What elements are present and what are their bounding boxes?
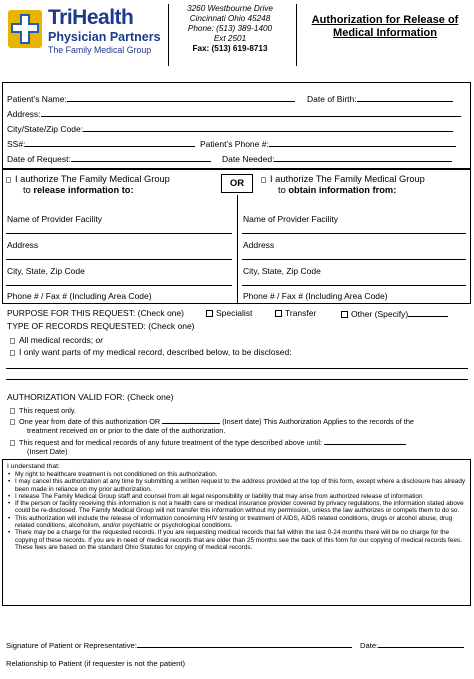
validity-future-label: This request and for medical records of any future treatment of the type described above until: <box>19 438 322 447</box>
trihealth-cross-icon <box>8 10 42 48</box>
understand-item: • This authorization will include the release of information concerning HIV testing or treatment of AIDS, AIDS related conditions, drugs or alcohol abuse, drug related conditions, alcoholism, and/or psychiatric or psychological conditions. <box>7 515 466 530</box>
city-row <box>7 123 453 134</box>
header-divider <box>296 4 297 66</box>
transfer-label: Transfer <box>285 308 317 318</box>
release-checkbox[interactable] <box>6 177 11 183</box>
authorize-divider <box>237 195 238 304</box>
address-line: Cincinnati Ohio 45248 <box>189 14 271 23</box>
obtain-option[interactable] <box>261 174 471 196</box>
request-date-row <box>7 153 211 164</box>
city-field[interactable] <box>83 123 453 132</box>
records-description-line[interactable] <box>6 368 468 369</box>
or-badge <box>221 174 253 192</box>
signature-field[interactable] <box>137 640 352 648</box>
obtain-text: I authorize The Family Medical Group <box>270 174 425 184</box>
logo-title: TriHealth <box>48 6 134 29</box>
transfer-checkbox[interactable] <box>275 310 282 317</box>
phone-field[interactable] <box>269 138 456 147</box>
release-bold: release information to: <box>33 185 134 195</box>
signature-label: Signature of Patient or Representative: <box>6 641 137 650</box>
phone-label: Patient’s Phone #: <box>200 139 269 149</box>
specialist-checkbox[interactable] <box>206 310 213 317</box>
phone-row <box>200 138 456 149</box>
release-phone-label: Phone # / Fax # (Including Area Code) <box>7 291 152 301</box>
patient-name-row <box>7 93 295 104</box>
fax-number: Fax: (513) 619-8713 <box>192 44 268 53</box>
release-facility-label: Name of Provider Facility <box>7 214 102 224</box>
validity-request-checkbox[interactable] <box>10 408 15 414</box>
validity-year-label-c: treatment received on or prior to the date of the authorization. <box>27 426 226 435</box>
address-label: Address: <box>7 109 41 119</box>
understand-item: • There may be a charge for the requested records. If you are requesting medical records that fall within the last 0-24 months there will be no charge for the copying of these records. If you are in need of medical records that are older than 25 months see the back of this form for our copying of medical records fees. These fees are based on the standard Ohio Statutes for copying of medical records. <box>7 529 466 551</box>
records-part-checkbox[interactable] <box>10 350 15 356</box>
clinic-address <box>170 4 290 54</box>
patient-name-field[interactable] <box>67 93 295 102</box>
validity-date-field[interactable] <box>162 417 220 424</box>
records-all-label: All medical records; <box>19 335 94 345</box>
city-label: City/State/Zip Code: <box>7 124 84 134</box>
validity-future[interactable] <box>10 438 406 447</box>
validity-until-field[interactable] <box>324 438 406 445</box>
date-needed-field[interactable] <box>274 153 452 162</box>
validity-label: AUTHORIZATION VALID FOR: (Check one) <box>7 392 174 402</box>
validity-insert-date: (Insert Date) <box>27 447 68 456</box>
obtain-city-field[interactable] <box>242 285 466 286</box>
dob-row <box>307 93 453 104</box>
obtain-to: to <box>278 185 286 195</box>
understand-box <box>2 459 471 606</box>
signature-date-row <box>360 640 464 650</box>
ss-field[interactable] <box>25 138 195 147</box>
validity-future-checkbox[interactable] <box>10 440 15 446</box>
address-field[interactable] <box>41 108 461 117</box>
obtain-bold: obtain information from: <box>288 185 397 195</box>
obtain-address-field[interactable] <box>242 259 466 260</box>
release-facility-field[interactable] <box>6 233 232 234</box>
relationship-label: Relationship to Patient (if requester is not the patient) <box>6 659 185 668</box>
understand-item: • If the person or facility receiving this information is not a health care or medical insurance provider covered by privacy regulations, the information stated above could be re-disclosed. The Family Medical Group will not transfer this information without my permission, unless the law authorizes or compels them to do so. <box>7 500 466 515</box>
request-date-label: Date of Request: <box>7 154 71 164</box>
other-label: Other (Specify) <box>351 309 409 319</box>
validity-one-year[interactable] <box>10 417 414 426</box>
records-part[interactable] <box>10 347 292 357</box>
form-title <box>310 14 460 40</box>
release-option[interactable] <box>6 174 216 196</box>
obtain-address-label: Address <box>243 240 275 250</box>
logo-tagline: The Family Medical Group <box>48 45 152 55</box>
obtain-facility-label: Name of Provider Facility <box>243 214 338 224</box>
specialist-label: Specialist <box>216 308 253 318</box>
or-label: OR <box>229 178 245 189</box>
obtain-facility-field[interactable] <box>242 233 466 234</box>
understand-item: • I may cancel this authorization at any time by submitting a written request to the address provided at the top of this form, except where a disclosure has already been made in reliance on my prior authorization. <box>7 478 466 493</box>
understand-item: • I release The Family Medical Group staff and counsel from all legal responsibility or liability that may arise from authorized release of information <box>7 493 466 500</box>
address-line: Ext 2501 <box>213 34 247 43</box>
release-address-field[interactable] <box>6 259 232 260</box>
address-line: 3260 Westbourne Drive <box>187 4 273 13</box>
validity-this-request[interactable] <box>10 406 76 415</box>
date-needed-label: Date Needed: <box>222 154 275 164</box>
logo-subtitle: Physician Partners <box>48 30 161 44</box>
purpose-label: PURPOSE FOR THIS REQUEST: (Check one) <box>7 308 184 318</box>
signature-date-label: Date: <box>360 641 379 650</box>
signature-row <box>6 640 352 650</box>
patient-name-label: Patient’s Name: <box>7 94 67 104</box>
dob-label: Date of Birth: <box>307 94 357 104</box>
records-part-label: I only want parts of my medical record, described below, to be disclosed: <box>19 347 292 357</box>
validity-year-label-b: (Insert date) This Authorization Applies to the records of the <box>222 417 414 426</box>
understand-intro: I understand that: <box>7 463 60 470</box>
form-title-text: Authorization for Release of Medical Information <box>311 14 459 39</box>
purpose-transfer[interactable] <box>275 308 316 318</box>
address-row <box>7 108 461 119</box>
dob-field[interactable] <box>357 93 453 102</box>
or-bottom <box>221 192 253 193</box>
purpose-specialist[interactable] <box>206 308 252 318</box>
request-date-field[interactable] <box>71 153 211 162</box>
records-label: TYPE OF RECORDS REQUESTED: (Check one) <box>7 321 195 331</box>
header-divider <box>168 4 169 66</box>
release-to: to <box>23 185 31 195</box>
release-address-label: Address <box>7 240 39 250</box>
signature-date-field[interactable] <box>378 640 464 648</box>
obtain-checkbox[interactable] <box>261 177 266 183</box>
address-line: Phone: (513) 389-1400 <box>187 24 273 33</box>
purpose-other[interactable] <box>341 308 448 319</box>
ss-label: SS#: <box>7 139 26 149</box>
other-field[interactable] <box>408 308 448 317</box>
records-or: or <box>95 335 104 345</box>
records-description-line[interactable] <box>6 379 468 380</box>
date-needed-row <box>222 153 452 164</box>
records-all-checkbox[interactable] <box>10 338 15 344</box>
understand-item: • My right to healthcare treatment is not conditioned on this authorization. <box>7 471 466 478</box>
ss-row <box>7 138 195 149</box>
other-checkbox[interactable] <box>341 311 348 318</box>
release-text: I authorize The Family Medical Group <box>15 174 170 184</box>
validity-year-label: One year from date of this authorization OR <box>19 417 161 426</box>
obtain-phone-label: Phone # / Fax # (Including Area Code) <box>243 291 388 301</box>
logo <box>6 4 166 58</box>
validity-request-label: This request only. <box>19 406 77 415</box>
release-city-label: City, State, Zip Code <box>7 266 85 276</box>
validity-year-checkbox[interactable] <box>10 419 15 425</box>
release-city-field[interactable] <box>6 285 232 286</box>
records-all[interactable] <box>10 335 103 345</box>
obtain-city-label: City, State, Zip Code <box>243 266 321 276</box>
